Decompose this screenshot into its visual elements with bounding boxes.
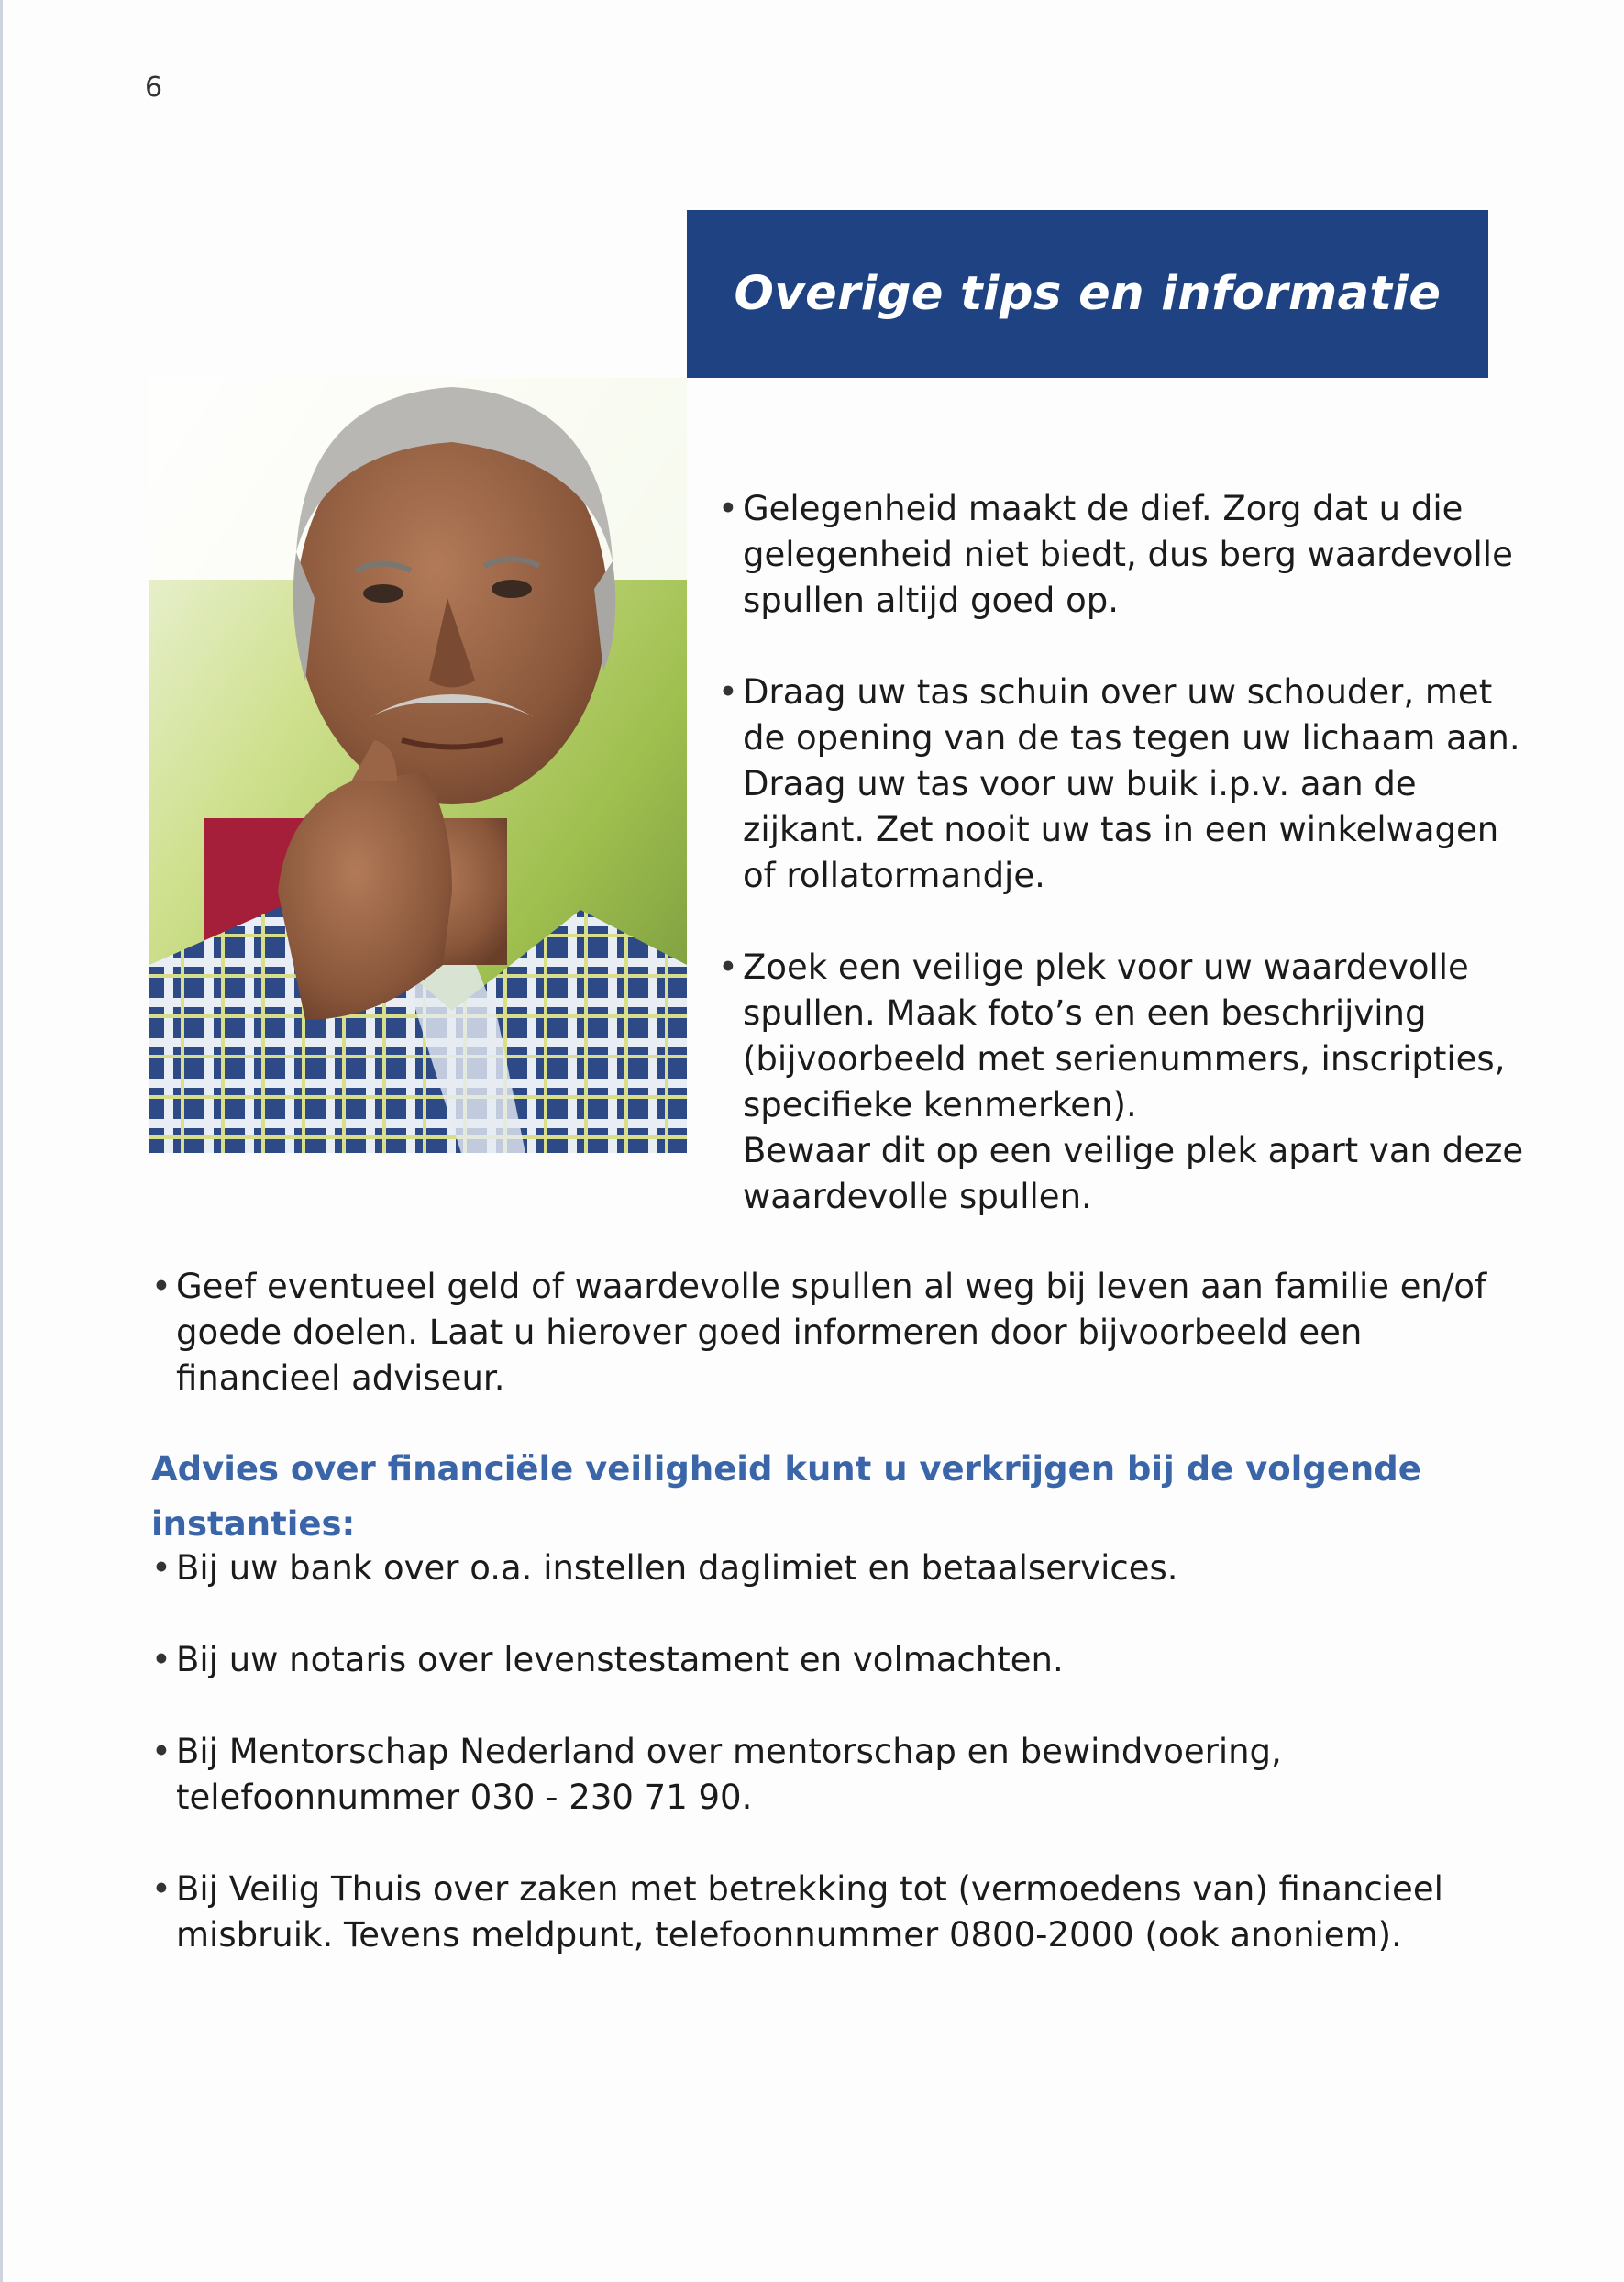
title-banner	[687, 210, 1488, 378]
photo-senior-man-icon	[149, 378, 687, 1153]
list-item	[151, 1545, 1527, 1591]
page-number: 6	[145, 72, 163, 104]
tip-text: Gelegenheid maakt de dief. Zorg dat u die gelegenheid niet biedt, dus berg waardevolle spullen altijd goed op.	[743, 489, 1513, 620]
tip-text: Draag uw tas schuin over uw schouder, met de opening van de tas tegen uw lichaam aan. Draag uw tas voor uw buik i.p.v. aan de zijkant. Zet nooit uw tas in een winkelwagen of rollatormandje.	[743, 672, 1520, 895]
page-title: Overige tips en informatie	[734, 267, 1442, 321]
list-item	[151, 1729, 1527, 1821]
list-item	[718, 486, 1525, 624]
list-item	[718, 670, 1525, 899]
tip-text: Zoek een veilige plek voor uw waardevolle spullen. Maak foto’s en een beschrijving (bijvoorbeeld met serienummers, inscripties, specifieke kenmerken).	[743, 947, 1506, 1124]
list-item	[151, 1264, 1508, 1401]
list-item	[151, 1867, 1527, 1958]
advice-text: Bij Mentorschap Nederland over mentorschap en bewindvoering, telefoonnummer 030 - 230 71 90.	[176, 1732, 1282, 1817]
advice-heading: Advies over financiële veiligheid kunt u verkrijgen bij de volgende instanties:	[151, 1449, 1421, 1544]
tip-extra-text: Bewaar dit op een veilige plek apart van deze waardevolle spullen.	[743, 1131, 1524, 1216]
advice-text: Bij uw bank over o.a. instellen daglimiet en betaalservices.	[176, 1548, 1178, 1588]
advice-text: Bij uw notaris over levenstestament en volmachten.	[176, 1640, 1064, 1679]
list-item	[718, 945, 1525, 1220]
tips-list-top	[718, 486, 1525, 1266]
list-item	[151, 1637, 1527, 1683]
advice-text: Bij Veilig Thuis over zaken met betrekking tot (vermoedens van) financieel misbruik. Tevens meldpunt, telefoonnummer 0800-2000 (ook anoniem).	[176, 1869, 1443, 1955]
tip-text: Geef eventueel geld of waardevolle spullen al weg bij leven aan familie en/of goede doelen. Laat u hierover goed informeren door bijvoorbeeld een financieel adviseur.	[176, 1267, 1487, 1398]
tips-list-bottom	[151, 1264, 1508, 1401]
advice-list	[151, 1545, 1527, 2004]
